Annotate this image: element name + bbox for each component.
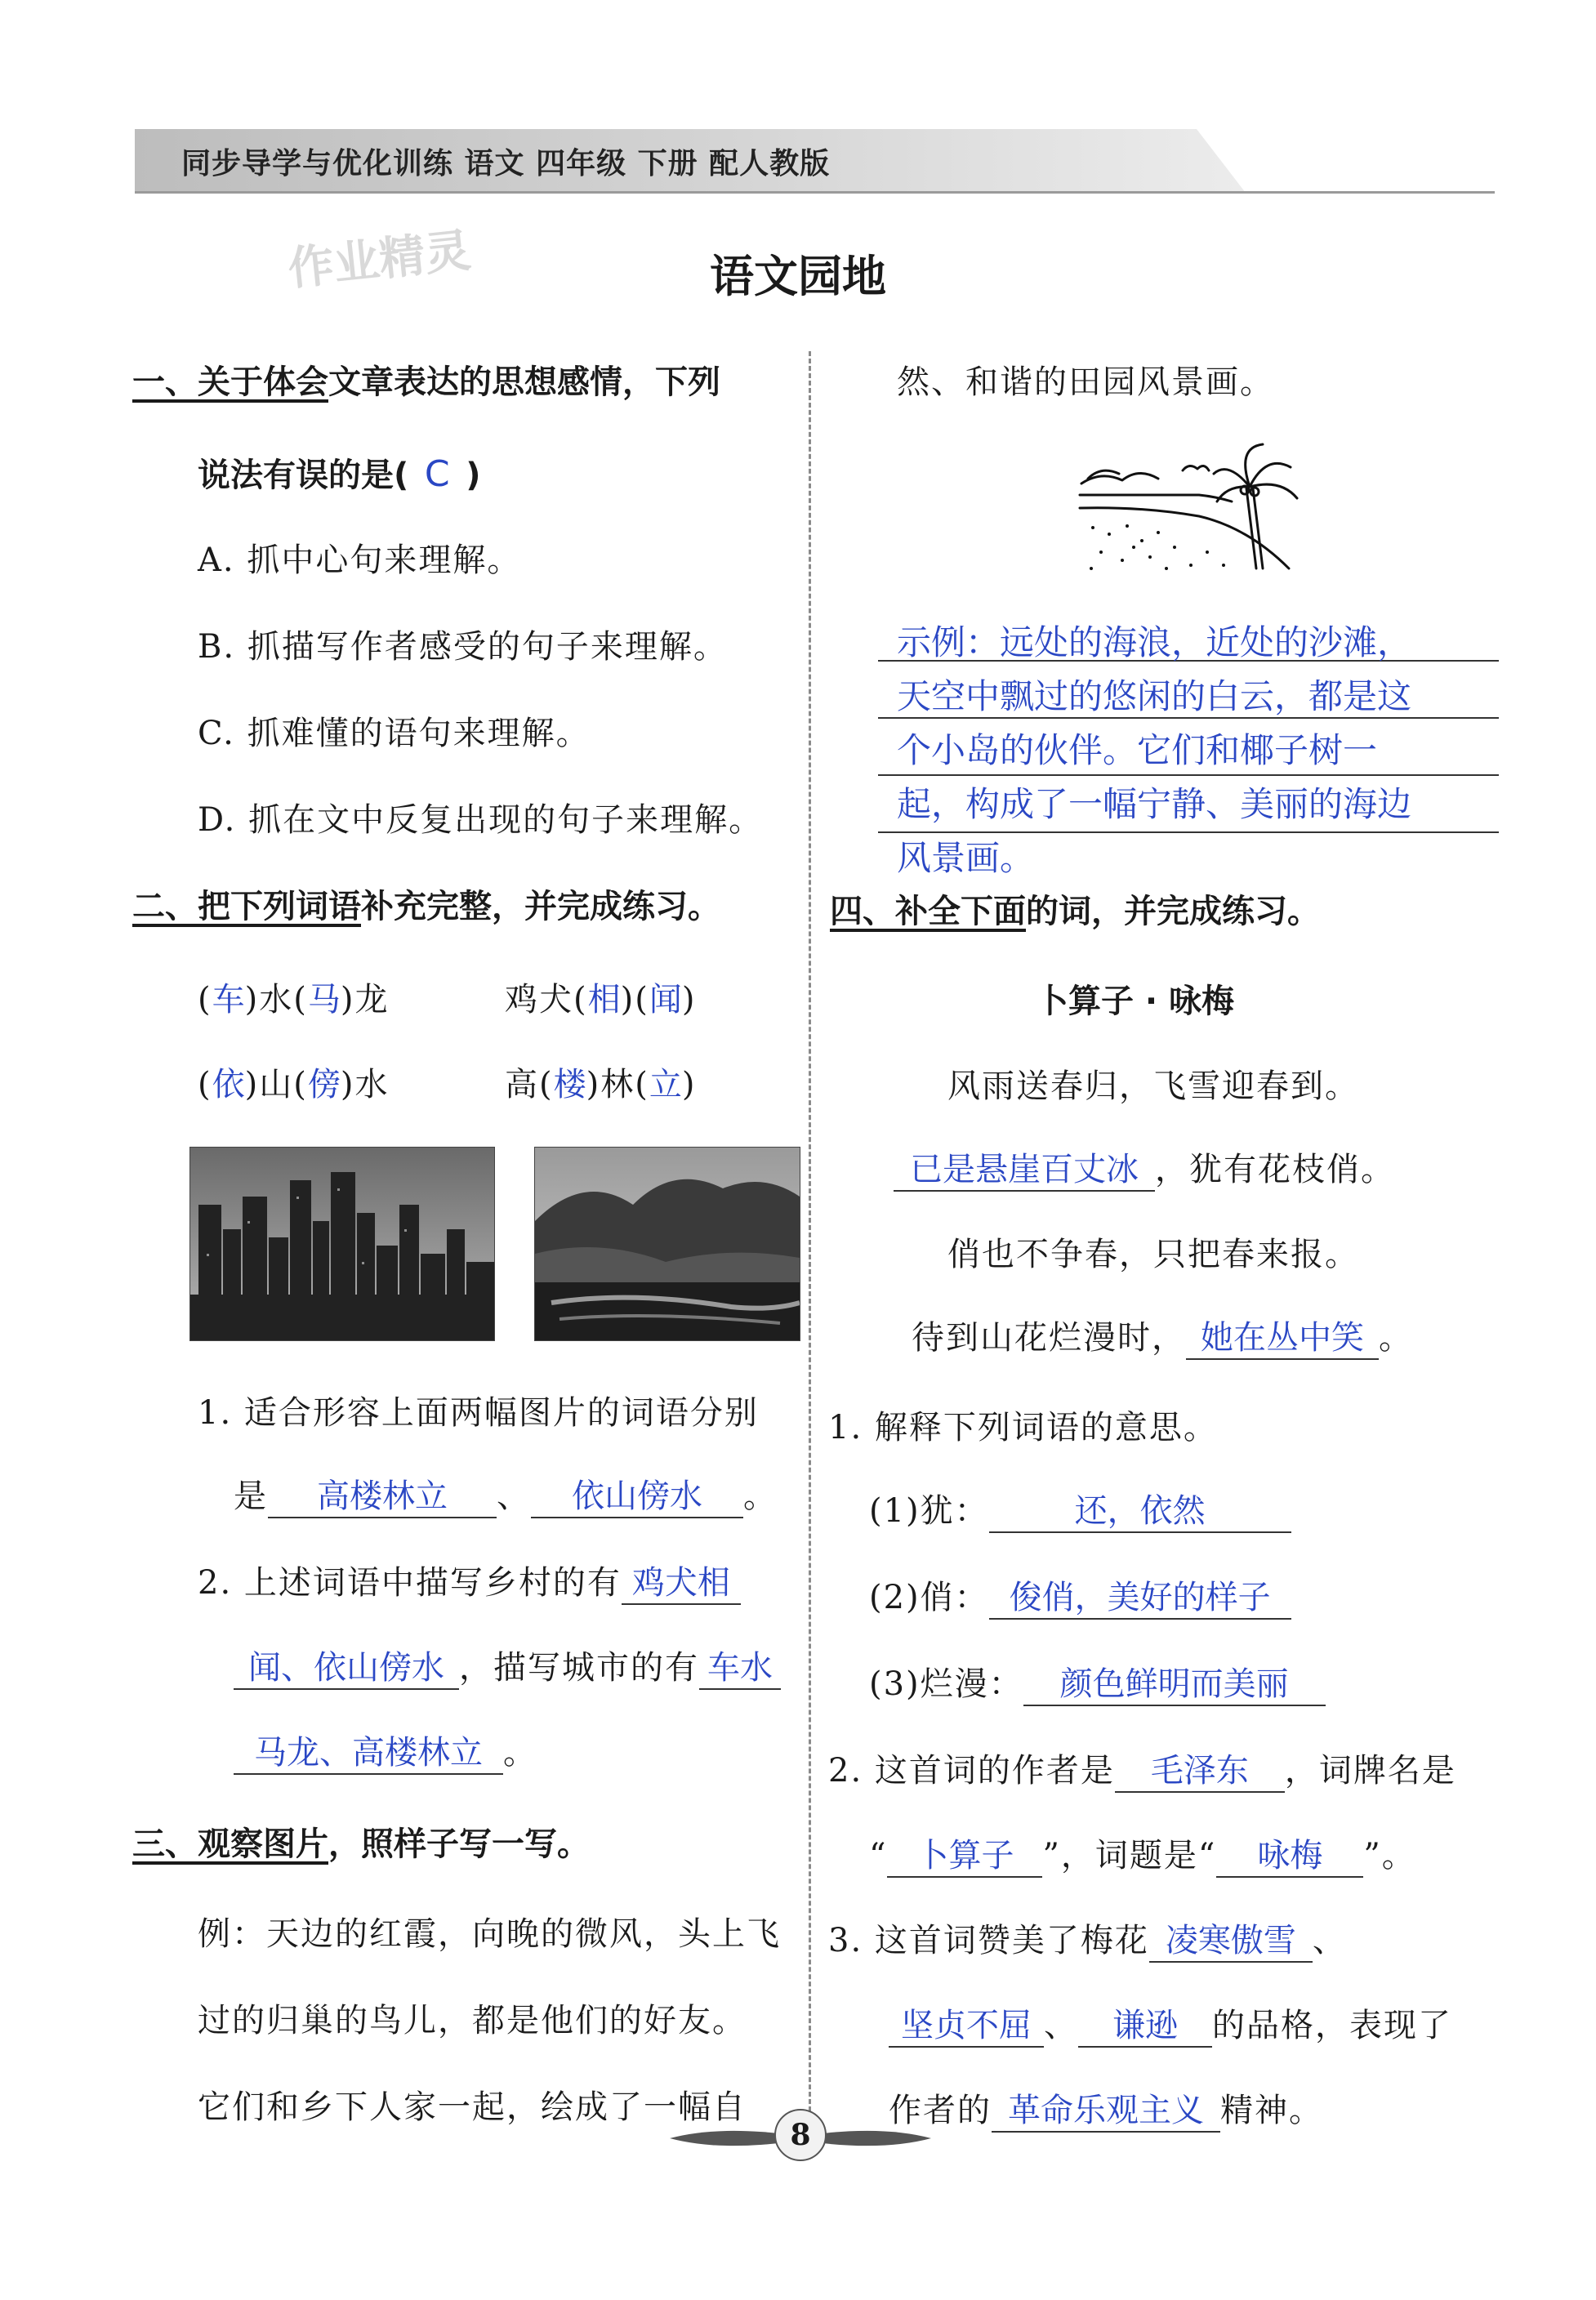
s4-q3-line1	[828, 1914, 1347, 1963]
section1-prompt-close: )	[466, 457, 481, 494]
s4-q3-pre: 3. 这首词赞美了梅花	[828, 1922, 1149, 1959]
city-skyline-photo	[189, 1147, 495, 1341]
idiom-a-mid: 水	[259, 981, 294, 1019]
s4-q2-mid2: ”，词题是“	[1042, 1837, 1217, 1874]
header-title: 同步导学与优化训练 语文 四年级 下册 配人教版	[181, 147, 831, 181]
s4-q1-item1-label: (1)犹：	[869, 1492, 989, 1530]
s4-q2-answer2: 卜算子	[887, 1830, 1042, 1878]
s4-q1-item3	[869, 1658, 1326, 1706]
section1-heading-hl: 关于体会	[198, 363, 328, 401]
mountain-village-photo	[534, 1147, 800, 1341]
idiom-a-answer2: 马	[307, 981, 341, 1019]
s4-q1-item1-answer: 还，依然	[989, 1485, 1291, 1533]
s4-q3-sep1: 、	[1312, 1922, 1347, 1959]
answer-text-4: 起，构成了一幅宁静、美丽的海边	[897, 784, 1412, 824]
section1-number: 一、	[132, 363, 198, 401]
s4-q2-mid: ，词牌名是	[1284, 1752, 1456, 1790]
example-line3: 它们和乡下人家一起，绘成了一幅自	[198, 2088, 747, 2126]
s4-q3-sep2: 、	[1044, 2007, 1078, 2044]
s4-q1-item2-label: (2)俏：	[869, 1579, 989, 1616]
idiom-b-answer2: 闻	[649, 981, 682, 1019]
poem-line4-pre: 待到山花烂漫时，	[912, 1319, 1186, 1357]
section1-prompt	[198, 449, 481, 496]
s2-q1-sep: 、	[497, 1478, 531, 1515]
section3-number: 三、	[132, 1825, 198, 1863]
s4-q1-item2	[869, 1571, 1291, 1620]
idiom-a-end: 龙	[354, 981, 390, 1019]
page-number: 8	[774, 2109, 827, 2161]
watermark: 作业精灵	[285, 224, 474, 296]
s4-q3-line3	[889, 2084, 1323, 2133]
s4-q1-item1	[869, 1485, 1291, 1533]
idiom-chesui: (车)水(马)龙	[198, 981, 390, 1019]
s2-q2-mid: ，描写城市的有	[459, 1649, 699, 1687]
answer-text-1: 示例：远处的海浪，近处的沙滩，	[897, 622, 1412, 662]
option-c: C. 抓难懂的语句来理解。	[198, 715, 591, 752]
section3-heading-hl: 观察图片	[198, 1825, 328, 1863]
beach-palm-drawing	[1077, 438, 1307, 577]
example-line4: 然、和谐的田园风景画。	[897, 363, 1274, 401]
section2-number: 二、	[132, 888, 198, 925]
s2-q1-answer2: 依山傍水	[531, 1470, 743, 1518]
s4-q3-line2	[889, 1999, 1452, 2048]
s4-q3-answer1: 凌寒傲雪	[1149, 1914, 1313, 1963]
poem-line4	[912, 1312, 1413, 1360]
answer-line-3	[878, 774, 1499, 776]
idiom-b-pre: 鸡犬	[505, 981, 573, 1019]
s4-q3-mid: 的品格，表现了	[1212, 2007, 1452, 2044]
idiom-d-answer1: 楼	[553, 1066, 586, 1103]
s2-q2-pre: 2. 上述词语中描写乡村的有	[198, 1564, 622, 1602]
answer-text-3: 个小岛的伙伴。它们和椰子树一	[897, 730, 1378, 770]
s2-q2-line3	[234, 1727, 537, 1775]
section4-heading	[830, 885, 1320, 932]
section4-heading-hl: 补全下面	[895, 893, 1026, 930]
section2-heading-hl: 把下列词语	[198, 888, 361, 925]
section2-heading	[132, 880, 720, 927]
s2-q2-answer2a: 车水	[699, 1642, 781, 1690]
idiom-a-answer1: 车	[212, 981, 245, 1019]
idiom-yishan: (依)山(傍)水	[198, 1066, 390, 1103]
section1-prompt-text: 说法有误的是(	[198, 457, 409, 494]
poem-line3: 俏也不争春，只把春来报。	[947, 1236, 1359, 1273]
s4-q2-answer1: 毛泽东	[1115, 1745, 1285, 1793]
s2-q1-pre: 是	[234, 1478, 268, 1515]
idiom-jiquan: 鸡犬(相)(闻)	[505, 981, 697, 1019]
s4-q2-end: ”。	[1363, 1837, 1416, 1874]
s4-q1-text: 1. 解释下列词语的意思。	[828, 1409, 1218, 1446]
answer-text-2: 天空中飘过的悠闲的白云，都是这	[897, 676, 1412, 716]
section1-answer: C	[424, 453, 450, 495]
section1-heading	[132, 356, 720, 403]
s4-q3-answer4: 革命乐观主义	[992, 2084, 1220, 2133]
s4-q2-open-quote: “	[869, 1837, 888, 1874]
s2-q1-answer1: 高楼林立	[268, 1470, 497, 1518]
section1-heading-rest: 文章表达的思想感情，下列	[328, 363, 720, 401]
idiom-d-mid: 林	[600, 1066, 635, 1103]
s2-q1-blanks	[234, 1470, 778, 1518]
s4-q1-item2-answer: 俊俏，美好的样子	[989, 1571, 1291, 1620]
answer-text-5: 风景画。	[897, 838, 1035, 878]
s4-q2-line1	[828, 1745, 1456, 1793]
section4-number: 四、	[830, 893, 895, 930]
idiom-c-end: 水	[354, 1066, 390, 1103]
poem-line2	[894, 1143, 1395, 1192]
poem-line4-end: 。	[1379, 1319, 1413, 1357]
idiom-b-answer1: 相	[587, 981, 621, 1019]
page-title: 语文园地	[710, 251, 886, 302]
s4-q2-pre: 2. 这首词的作者是	[828, 1752, 1115, 1790]
s2-q2-answer2b: 马龙、高楼林立	[234, 1727, 503, 1775]
s4-q2-answer3: 咏梅	[1216, 1830, 1363, 1878]
s4-q2-line2	[869, 1830, 1416, 1878]
s2-q2-answer1a: 鸡犬相	[622, 1557, 741, 1605]
idiom-d-pre: 高	[505, 1066, 539, 1103]
s2-q2-line1	[198, 1557, 741, 1605]
s4-q3-end: 精神。	[1220, 2092, 1323, 2129]
option-d: D. 抓在文中反复出现的句子来理解。	[198, 801, 764, 839]
poem-title: 卜算子 · 咏梅	[1036, 983, 1235, 1020]
s2-q2-answer1b: 闻、依山傍水	[234, 1642, 459, 1690]
header-rule	[135, 191, 1495, 194]
s4-q1-item3-label: (3)烂漫：	[869, 1665, 1023, 1703]
section3-heading-rest: ，照样子写一写。	[328, 1825, 590, 1863]
s2-q2-end: 。	[503, 1734, 537, 1772]
s2-q1-end: 。	[743, 1478, 778, 1515]
idiom-c-answer1: 依	[212, 1066, 245, 1103]
section2-heading-rest: 补充完整，并完成练习。	[361, 888, 720, 925]
idiom-d-answer2: 立	[649, 1066, 682, 1103]
option-a: A. 抓中心句来理解。	[198, 542, 522, 579]
s4-q1-item3-answer: 颜色鲜明而美丽	[1023, 1658, 1326, 1706]
example-line1: 例：天边的红霞，向晚的微风，头上飞	[198, 1915, 781, 1953]
s4-q3-pre2: 作者的	[889, 2092, 992, 2129]
idiom-c-answer2: 傍	[307, 1066, 341, 1103]
idiom-c-mid: 山	[259, 1066, 294, 1103]
column-divider	[809, 351, 811, 2148]
s2-q1-text: 1. 适合形容上面两幅图片的词语分别	[198, 1394, 759, 1432]
s4-q3-answer2: 坚贞不屈	[889, 1999, 1044, 2048]
poem-line2-rest: ，犹有花枝俏。	[1155, 1151, 1395, 1188]
poem-line4-answer: 她在丛中笑	[1186, 1312, 1379, 1360]
s4-q3-answer3: 谦逊	[1078, 1999, 1212, 2048]
example-line2: 过的归巢的鸟儿，都是他们的好友。	[198, 2002, 747, 2039]
poem-line1: 风雨送春归，飞雪迎春到。	[947, 1068, 1359, 1105]
section3-heading	[132, 1818, 590, 1865]
s2-q2-line2	[234, 1642, 781, 1690]
section4-heading-rest: 的词，并完成练习。	[1026, 893, 1320, 930]
poem-line2-answer: 已是悬崖百丈冰	[894, 1143, 1155, 1192]
option-b: B. 抓描写作者感受的句子来理解。	[198, 628, 728, 666]
idiom-gaolou: 高(楼)林(立)	[505, 1066, 697, 1103]
